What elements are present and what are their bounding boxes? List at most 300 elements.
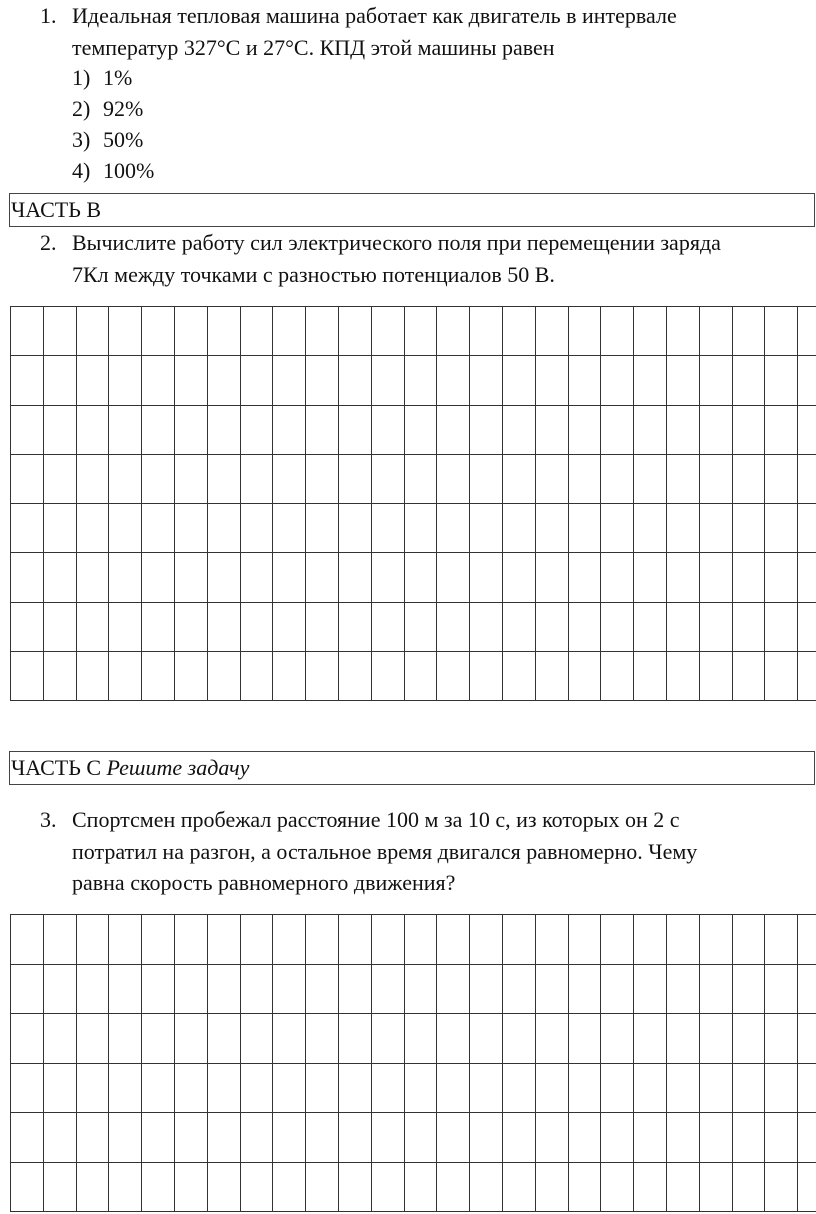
grid-cell [568,356,601,405]
grid-cell [699,553,732,602]
grid-cell [470,356,503,405]
grid-cell [207,504,240,553]
grid-cell [437,964,470,1014]
grid-cell [174,405,207,454]
grid-cell [207,1113,240,1163]
grid-cell [43,504,76,553]
q3-text-line3: равна скорость равномерного движения? [72,870,456,895]
grid-cell [502,964,535,1014]
grid-cell [240,651,273,700]
grid-cell [306,356,339,405]
grid-cell [109,504,142,553]
grid-cell [568,602,601,651]
grid-cell [470,1162,503,1212]
grid-cell [535,602,568,651]
grid-cell [174,915,207,965]
answer-grid-q2 [10,306,816,701]
grid-cell [338,651,371,700]
grid-cell [338,915,371,965]
grid-cell [699,915,732,965]
grid-cell [699,307,732,356]
grid-cell [371,553,404,602]
grid-cell [371,356,404,405]
grid-cell [666,307,699,356]
q1-option-3-num: 3) [72,127,91,152]
grid-cell [371,1113,404,1163]
grid-cell [109,602,142,651]
q3-number: 3. [40,807,57,832]
grid-cell [306,307,339,356]
part-c-subtitle: Решите задачу [106,755,250,780]
grid-cell [568,964,601,1014]
grid-cell [634,307,667,356]
q1-option-2-num: 2) [72,96,91,121]
q2-number: 2. [40,230,57,255]
grid-cell [273,454,306,503]
grid-cell [732,356,765,405]
grid-cell [174,1113,207,1163]
grid-cell [437,651,470,700]
grid-cell [666,602,699,651]
grid-cell [798,602,816,651]
grid-cell [306,651,339,700]
grid-cell [404,1113,437,1163]
grid-cell [470,1063,503,1113]
grid-cell [142,1113,175,1163]
grid-cell [11,1014,44,1064]
grid-cell [470,602,503,651]
grid-cell [371,454,404,503]
grid-cell [666,405,699,454]
grid-cell [535,454,568,503]
grid-cell [470,1113,503,1163]
grid-cell [338,602,371,651]
grid-cell [470,915,503,965]
grid-row [11,307,816,356]
grid-cell [798,307,816,356]
grid-cell [240,964,273,1014]
part-c-header [9,751,815,785]
grid-row [11,964,816,1014]
grid-cell [765,1113,798,1163]
grid-cell [634,1162,667,1212]
grid-cell [338,307,371,356]
grid-cell [601,405,634,454]
grid-cell [207,1063,240,1113]
grid-cell [338,454,371,503]
grid-cell [43,553,76,602]
grid-cell [666,1162,699,1212]
grid-cell [666,651,699,700]
grid-cell [142,602,175,651]
grid-cell [502,602,535,651]
grid-cell [273,356,306,405]
grid-cell [273,307,306,356]
grid-cell [699,1113,732,1163]
grid-cell [76,356,109,405]
grid-cell [470,405,503,454]
grid-cell [535,504,568,553]
grid-cell [732,553,765,602]
grid-cell [174,1063,207,1113]
grid-cell [11,454,44,503]
grid-cell [338,504,371,553]
grid-cell [502,553,535,602]
grid-cell [535,915,568,965]
grid-cell [634,454,667,503]
grid-cell [798,553,816,602]
grid-cell [338,964,371,1014]
grid-cell [174,356,207,405]
grid-cell [109,964,142,1014]
grid-row [11,1014,816,1064]
grid-cell [699,356,732,405]
grid-cell [634,405,667,454]
grid-cell [568,504,601,553]
grid-cell [732,602,765,651]
grid-cell [765,356,798,405]
grid-cell [732,504,765,553]
grid-cell [207,1014,240,1064]
grid-cell [273,1063,306,1113]
grid-cell [601,1113,634,1163]
grid-cell [437,405,470,454]
grid-cell [76,307,109,356]
grid-cell [404,307,437,356]
grid-cell [666,964,699,1014]
grid-cell [666,356,699,405]
grid-cell [437,454,470,503]
grid-cell [306,504,339,553]
grid-cell [240,504,273,553]
grid-cell [437,1113,470,1163]
grid-cell [76,964,109,1014]
grid-cell [174,602,207,651]
grid-cell [470,651,503,700]
grid-cell [601,504,634,553]
grid-cell [601,1162,634,1212]
q2-text-line2: 7Кл между точками с разностью потенциалов 50 В. [72,262,555,287]
grid-cell [371,307,404,356]
q3-text-line1: Спортсмен пробежал расстояние 100 м за 10 с, из которых он 2 с [72,807,680,832]
grid-cell [699,1162,732,1212]
grid-cell [732,964,765,1014]
grid-cell [76,1162,109,1212]
grid-cell [666,504,699,553]
grid-cell [338,405,371,454]
grid-cell [535,1063,568,1113]
grid-cell [76,1063,109,1113]
grid-cell [174,1014,207,1064]
grid-cell [76,602,109,651]
grid-cell [306,602,339,651]
grid-cell [142,307,175,356]
grid-cell [306,405,339,454]
grid-cell [732,405,765,454]
grid-cell [437,1162,470,1212]
grid-cell [535,1014,568,1064]
grid-cell [11,356,44,405]
grid-cell [601,454,634,503]
grid-cell [404,1162,437,1212]
grid-cell [240,1014,273,1064]
grid-cell [404,553,437,602]
grid-cell [470,307,503,356]
grid-cell [568,405,601,454]
grid-cell [404,602,437,651]
grid-cell [568,651,601,700]
grid-cell [634,504,667,553]
grid-cell [273,1014,306,1064]
grid-cell [798,1113,816,1163]
grid-cell [601,307,634,356]
grid-cell [470,454,503,503]
grid-cell [273,964,306,1014]
grid-cell [371,1063,404,1113]
grid-cell [142,964,175,1014]
grid-cell [142,1162,175,1212]
grid-cell [699,405,732,454]
grid-cell [371,915,404,965]
grid-cell [76,405,109,454]
grid-cell [43,915,76,965]
grid-cell [371,651,404,700]
grid-cell [11,964,44,1014]
grid-cell [207,651,240,700]
grid-cell [43,1113,76,1163]
grid-cell [207,553,240,602]
grid-cell [207,307,240,356]
grid-cell [666,1063,699,1113]
q1-text-line2: температур 327°С и 27°С. КПД этой машины равен [72,35,555,60]
grid-cell [371,1014,404,1064]
grid-cell [174,1162,207,1212]
grid-cell [732,915,765,965]
part-b-header [9,193,815,227]
grid-cell [109,1162,142,1212]
grid-cell [240,915,273,965]
grid-cell [109,1063,142,1113]
grid-cell [470,964,503,1014]
grid-cell [765,553,798,602]
grid-cell [109,915,142,965]
grid-cell [306,915,339,965]
grid-cell [207,602,240,651]
grid-cell [666,1014,699,1064]
grid-cell [568,1014,601,1064]
grid-cell [568,1162,601,1212]
grid-cell [798,1014,816,1064]
grid-cell [11,1162,44,1212]
grid-cell [535,651,568,700]
grid-cell [174,651,207,700]
grid-cell [437,915,470,965]
grid-cell [535,1113,568,1163]
grid-cell [174,553,207,602]
grid-cell [798,405,816,454]
grid-cell [142,553,175,602]
grid-cell [338,1113,371,1163]
grid-cell [371,964,404,1014]
grid-cell [11,651,44,700]
grid-cell [240,307,273,356]
part-c-label: ЧАСТЬ С [11,755,102,780]
grid-row [11,1162,816,1212]
grid-cell [11,405,44,454]
grid-cell [43,602,76,651]
grid-cell [174,307,207,356]
grid-cell [601,356,634,405]
grid-cell [11,1113,44,1163]
q1-option-4-num: 4) [72,158,91,183]
grid-cell [273,1162,306,1212]
grid-cell [43,964,76,1014]
grid-cell [765,1014,798,1064]
grid-cell [634,1063,667,1113]
grid-cell [601,651,634,700]
grid-cell [76,553,109,602]
grid-row [11,454,816,503]
grid-cell [502,1014,535,1064]
grid-row [11,1113,816,1163]
grid-cell [371,405,404,454]
grid-cell [76,504,109,553]
grid-cell [798,504,816,553]
grid-cell [76,1014,109,1064]
grid-cell [109,1014,142,1064]
grid-cell [404,1014,437,1064]
grid-cell [634,356,667,405]
grid-cell [601,1014,634,1064]
grid-cell [306,454,339,503]
grid-cell [699,651,732,700]
grid-cell [502,356,535,405]
grid-cell [371,602,404,651]
grid-cell [568,307,601,356]
grid-cell [273,504,306,553]
grid-cell [240,454,273,503]
grid-cell [43,1162,76,1212]
grid-cell [109,651,142,700]
grid-cell [404,964,437,1014]
grid-cell [568,454,601,503]
grid-cell [43,454,76,503]
grid-cell [699,1014,732,1064]
grid-cell [404,915,437,965]
grid-cell [109,307,142,356]
grid-cell [142,504,175,553]
grid-cell [207,405,240,454]
grid-row [11,504,816,553]
grid-cell [765,651,798,700]
grid-cell [240,602,273,651]
grid-cell [11,1063,44,1113]
grid-cell [273,651,306,700]
grid-row [11,553,816,602]
q1-option-1-text: 1% [103,65,133,90]
grid-cell [798,964,816,1014]
grid-cell [142,454,175,503]
grid-cell [306,1113,339,1163]
grid-row [11,405,816,454]
grid-cell [470,1014,503,1064]
grid-cell [732,651,765,700]
grid-cell [437,602,470,651]
grid-cell [404,454,437,503]
grid-cell [535,405,568,454]
grid-cell [601,602,634,651]
grid-cell [142,651,175,700]
grid-cell [240,1113,273,1163]
grid-cell [699,964,732,1014]
grid-cell [240,356,273,405]
grid-cell [273,915,306,965]
grid-cell [732,307,765,356]
grid-cell [732,1063,765,1113]
grid-cell [765,454,798,503]
grid-cell [765,915,798,965]
grid-cell [535,307,568,356]
grid-cell [470,553,503,602]
grid-cell [568,1113,601,1163]
grid-cell [338,553,371,602]
grid-cell [43,1063,76,1113]
grid-cell [634,1014,667,1064]
grid-cell [437,1063,470,1113]
grid-cell [142,356,175,405]
grid-cell [798,454,816,503]
grid-cell [338,1162,371,1212]
grid-cell [306,1162,339,1212]
grid-cell [666,915,699,965]
grid-cell [765,964,798,1014]
grid-row [11,356,816,405]
grid-cell [43,1014,76,1064]
grid-cell [11,915,44,965]
grid-cell [765,602,798,651]
grid-cell [174,454,207,503]
grid-cell [502,454,535,503]
grid-cell [732,454,765,503]
grid-row [11,915,816,965]
grid-cell [11,307,44,356]
grid-cell [437,553,470,602]
grid-cell [634,915,667,965]
grid-cell [732,1014,765,1064]
grid-cell [765,504,798,553]
grid-cell [404,356,437,405]
grid-cell [142,405,175,454]
grid-cell [765,1063,798,1113]
grid-cell [404,504,437,553]
grid-cell [109,405,142,454]
q1-option-1-num: 1) [72,65,91,90]
grid-cell [76,454,109,503]
grid-cell [601,553,634,602]
grid-cell [43,307,76,356]
grid-cell [765,405,798,454]
grid-row [11,602,816,651]
grid-row [11,651,816,700]
grid-cell [470,504,503,553]
q1-option-3-text: 50% [103,127,144,152]
grid-cell [273,553,306,602]
grid-cell [634,964,667,1014]
grid-cell [502,915,535,965]
grid-cell [568,915,601,965]
grid-cell [11,602,44,651]
grid-cell [765,1162,798,1212]
